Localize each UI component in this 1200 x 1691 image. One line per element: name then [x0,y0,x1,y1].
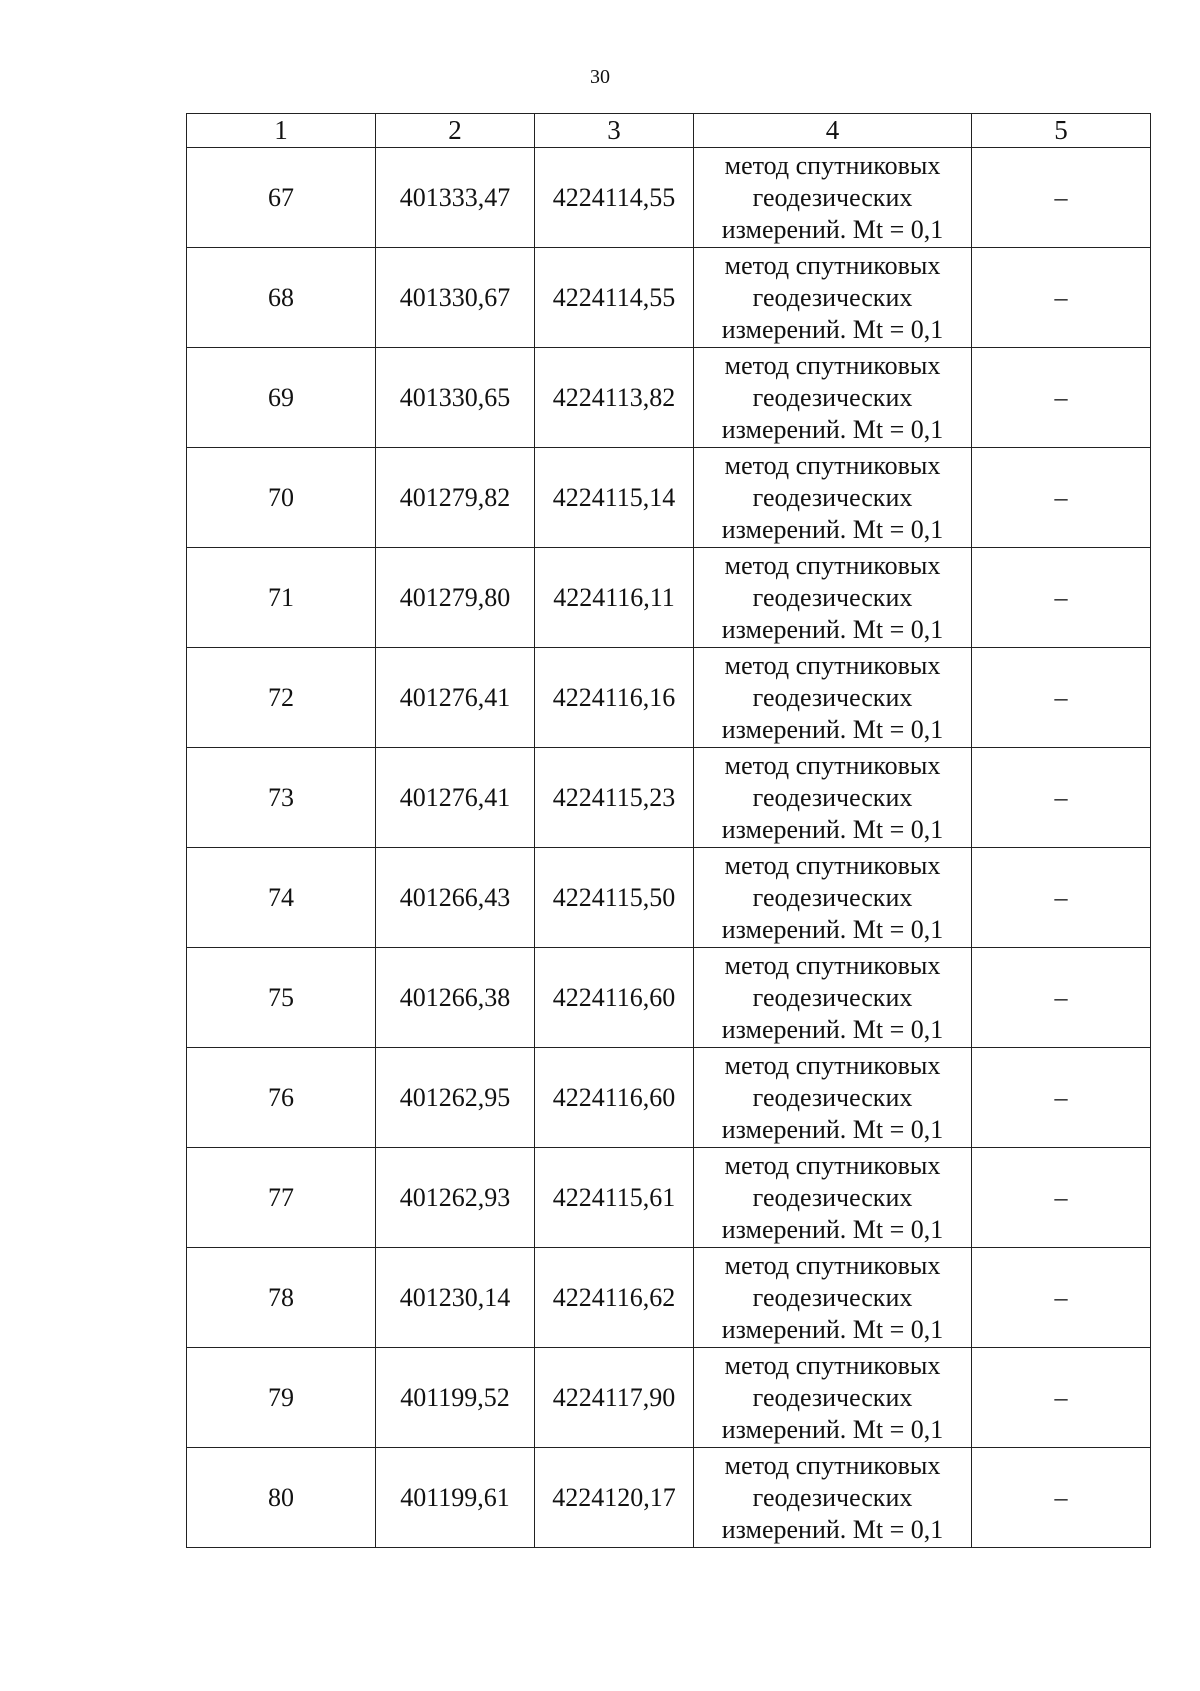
method-line: измерений. Mt = 0,1 [721,1414,944,1444]
y-coordinate-cell: 4224116,16 [535,648,694,748]
method-line: измерений. Mt = 0,1 [721,1314,944,1344]
method-line: измерений. Mt = 0,1 [721,1014,944,1044]
x-coordinate-cell: 401230,14 [376,1248,535,1348]
table-row [187,1148,1151,1248]
y-coordinate-cell: 4224114,55 [535,148,694,248]
method-line: геодезических [752,382,913,412]
point-number-cell: 80 [187,1448,376,1548]
note-cell: – [972,348,1151,448]
method-line: геодезических [752,682,913,712]
y-coordinate-cell: 4224116,11 [535,548,694,648]
method-line: метод спутниковых [724,1450,941,1480]
method-cell [694,148,972,248]
y-coordinate-cell: 4224115,14 [535,448,694,548]
y-coordinate-cell: 4224115,23 [535,748,694,848]
method-line: геодезических [752,982,913,1012]
x-coordinate-cell: 401199,61 [376,1448,535,1548]
table-row [187,348,1151,448]
method-cell [694,1448,972,1548]
method-line: измерений. Mt = 0,1 [721,1114,944,1144]
column-header-5: 5 [972,114,1151,148]
note-cell: – [972,948,1151,1048]
point-number-cell: 74 [187,848,376,948]
method-line: геодезических [752,1182,913,1212]
y-coordinate-cell: 4224116,62 [535,1248,694,1348]
point-number-cell: 72 [187,648,376,748]
method-cell [694,1348,972,1448]
method-line: метод спутниковых [724,850,941,880]
column-header-1: 1 [187,114,376,148]
point-number-cell: 78 [187,1248,376,1348]
table-row [187,748,1151,848]
column-header-4: 4 [694,114,972,148]
table-header-row [187,114,1151,148]
point-number-cell: 76 [187,1048,376,1148]
table-row [187,648,1151,748]
coordinates-table [186,113,1151,1548]
note-cell: – [972,1048,1151,1148]
method-line: измерений. Mt = 0,1 [721,614,944,644]
table-row [187,248,1151,348]
method-line: измерений. Mt = 0,1 [721,514,944,544]
y-coordinate-cell: 4224113,82 [535,348,694,448]
note-cell: – [972,748,1151,848]
point-number-cell: 77 [187,1148,376,1248]
x-coordinate-cell: 401330,67 [376,248,535,348]
point-number-cell: 68 [187,248,376,348]
column-header-3: 3 [535,114,694,148]
method-line: метод спутниковых [724,550,941,580]
method-cell [694,748,972,848]
method-line: измерений. Mt = 0,1 [721,714,944,744]
x-coordinate-cell: 401266,38 [376,948,535,1048]
x-coordinate-cell: 401276,41 [376,648,535,748]
y-coordinate-cell: 4224115,61 [535,1148,694,1248]
method-line: измерений. Mt = 0,1 [721,1214,944,1244]
table-row [187,848,1151,948]
column-header-2: 2 [376,114,535,148]
point-number-cell: 70 [187,448,376,548]
method-cell [694,448,972,548]
note-cell: – [972,1448,1151,1548]
note-cell: – [972,1248,1151,1348]
method-line: измерений. Mt = 0,1 [721,814,944,844]
table-row [187,548,1151,648]
x-coordinate-cell: 401266,43 [376,848,535,948]
method-line: измерений. Mt = 0,1 [721,1514,944,1544]
method-line: метод спутниковых [724,1150,941,1180]
method-cell [694,648,972,748]
x-coordinate-cell: 401279,82 [376,448,535,548]
method-line: геодезических [752,482,913,512]
note-cell: – [972,548,1151,648]
method-cell [694,1248,972,1348]
method-cell [694,248,972,348]
table-row [187,1248,1151,1348]
method-line: геодезических [752,182,913,212]
method-line: геодезических [752,1482,913,1512]
method-line: измерений. Mt = 0,1 [721,914,944,944]
method-line: измерений. Mt = 0,1 [721,314,944,344]
method-line: геодезических [752,882,913,912]
method-cell [694,948,972,1048]
x-coordinate-cell: 401276,41 [376,748,535,848]
x-coordinate-cell: 401333,47 [376,148,535,248]
method-line: метод спутниковых [724,750,941,780]
note-cell: – [972,848,1151,948]
method-line: геодезических [752,1082,913,1112]
y-coordinate-cell: 4224116,60 [535,1048,694,1148]
method-cell [694,548,972,648]
method-line: метод спутниковых [724,250,941,280]
method-line: метод спутниковых [724,150,941,180]
table-row [187,1048,1151,1148]
method-line: геодезических [752,282,913,312]
y-coordinate-cell: 4224120,17 [535,1448,694,1548]
x-coordinate-cell: 401330,65 [376,348,535,448]
method-cell [694,848,972,948]
method-line: геодезических [752,782,913,812]
method-line: геодезических [752,582,913,612]
method-cell [694,1148,972,1248]
table-row [187,1448,1151,1548]
method-line: метод спутниковых [724,1350,941,1380]
point-number-cell: 73 [187,748,376,848]
method-line: метод спутниковых [724,1250,941,1280]
method-line: геодезических [752,1282,913,1312]
method-cell [694,1048,972,1148]
x-coordinate-cell: 401199,52 [376,1348,535,1448]
point-number-cell: 67 [187,148,376,248]
page-number: 30 [590,66,610,88]
y-coordinate-cell: 4224116,60 [535,948,694,1048]
note-cell: – [972,648,1151,748]
method-line: измерений. Mt = 0,1 [721,414,944,444]
y-coordinate-cell: 4224115,50 [535,848,694,948]
note-cell: – [972,148,1151,248]
x-coordinate-cell: 401279,80 [376,548,535,648]
note-cell: – [972,248,1151,348]
method-cell [694,348,972,448]
point-number-cell: 79 [187,1348,376,1448]
method-line: метод спутниковых [724,950,941,980]
point-number-cell: 75 [187,948,376,1048]
method-line: метод спутниковых [724,650,941,680]
point-number-cell: 69 [187,348,376,448]
point-number-cell: 71 [187,548,376,648]
table-body [187,148,1151,1548]
x-coordinate-cell: 401262,95 [376,1048,535,1148]
method-line: метод спутниковых [724,350,941,380]
table-row [187,448,1151,548]
table-row [187,1348,1151,1448]
y-coordinate-cell: 4224117,90 [535,1348,694,1448]
table-row [187,148,1151,248]
note-cell: – [972,448,1151,548]
method-line: метод спутниковых [724,1050,941,1080]
x-coordinate-cell: 401262,93 [376,1148,535,1248]
method-line: измерений. Mt = 0,1 [721,214,944,244]
note-cell: – [972,1348,1151,1448]
y-coordinate-cell: 4224114,55 [535,248,694,348]
note-cell: – [972,1148,1151,1248]
method-line: метод спутниковых [724,450,941,480]
table-row [187,948,1151,1048]
method-line: геодезических [752,1382,913,1412]
